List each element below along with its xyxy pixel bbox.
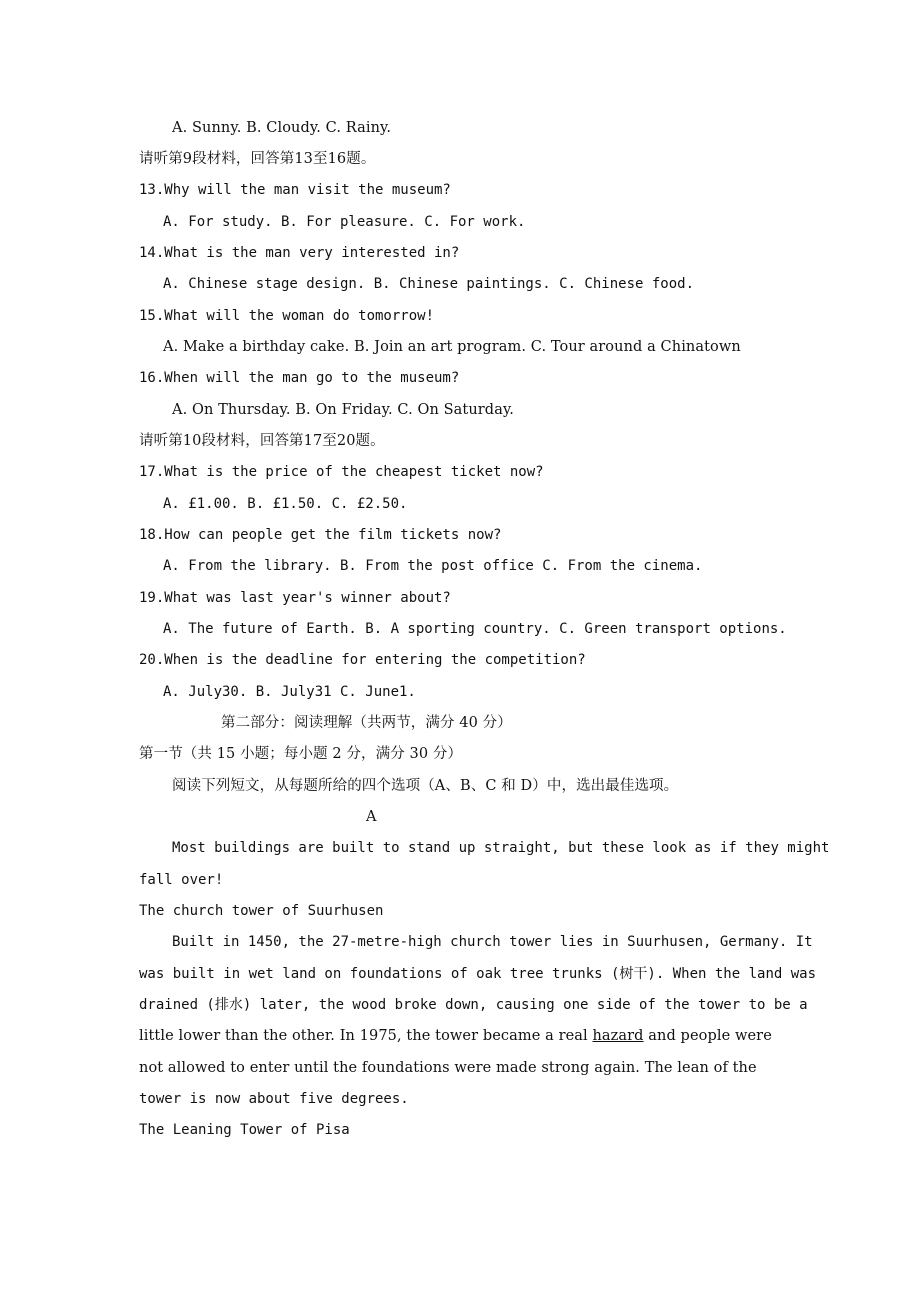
section-1-heading: 第一节（共 15 小题；每小题 2 分，满分 30 分） [139, 746, 463, 762]
paragraph-line-3: drained (排水) later, the wood broke down, causing one side of the tower to be a [139, 997, 808, 1013]
part-2-heading: 第二部分：阅读理解（共两节，满分 40 分） [221, 715, 512, 731]
question-16: 16.When will the man go to the museum? [139, 370, 460, 386]
question-19: 19.What was last year's winner about? [139, 590, 451, 606]
q15-options: A. Make a birthday cake. B. Join an art program. C. Tour around a Chinatown [163, 339, 741, 355]
q16-options: A. On Thursday. B. On Friday. C. On Saturday. [172, 402, 515, 418]
paragraph-line-4-end: and people were [643, 1028, 772, 1044]
q12-options: A. Sunny. B. Cloudy. C. Rainy. [172, 120, 392, 136]
paragraph-line-6: tower is now about five degrees. [139, 1091, 409, 1107]
question-15: 15.What will the woman do tomorrow! [139, 308, 435, 324]
section-9-instruction: 请听第9段材料，回答第13至16题。 [139, 151, 376, 167]
passage-letter: A [366, 809, 377, 825]
paragraph-line-4 [139, 1026, 799, 1046]
passage-intro-line-2: fall over! [139, 872, 224, 888]
q18-options: A. From the library. B. From the post office C. From the cinema. [163, 558, 703, 574]
question-20: 20.When is the deadline for entering the competition? [139, 652, 586, 668]
paragraph-line-2: was built in wet land on foundations of oak tree trunks (树干). When the land was [139, 966, 817, 982]
question-17: 17.What is the price of the cheapest ticket now? [139, 464, 544, 480]
passage-intro-line-1: Most buildings are built to stand up straight, but these look as if they might [172, 840, 830, 856]
underlined-word-hazard: hazard [592, 1028, 644, 1044]
question-13: 13.Why will the man visit the museum? [139, 182, 451, 198]
q17-options: A. £1.00. B. £1.50. C. £2.50. [163, 496, 408, 512]
question-18: 18.How can people get the film tickets now? [139, 527, 502, 543]
q20-options: A. July30. B. July31 C. June1. [163, 684, 416, 700]
subtitle-pisa: The Leaning Tower of Pisa [139, 1122, 350, 1138]
subtitle-suurhusen: The church tower of Suurhusen [139, 903, 384, 919]
reading-instructions: 阅读下列短文，从每题所给的四个选项（A、B、C 和 D）中，选出最佳选项。 [172, 778, 679, 794]
section-10-instruction: 请听第10段材料，回答第17至20题。 [139, 433, 385, 449]
q14-options: A. Chinese stage design. B. Chinese paintings. C. Chinese food. [163, 276, 695, 292]
q19-options: A. The future of Earth. B. A sporting country. C. Green transport options. [163, 621, 787, 637]
q13-options: A. For study. B. For pleasure. C. For work. [163, 214, 526, 230]
paragraph-line-1: Built in 1450, the 27-metre-high church tower lies in Suurhusen, Germany. It [172, 934, 813, 950]
question-14: 14.What is the man very interested in? [139, 245, 460, 261]
paragraph-line-4-start: little lower than the other. In 1975, the tower became a real [139, 1028, 593, 1044]
paragraph-line-5: not allowed to enter until the foundations were made strong again. The lean of the [139, 1060, 757, 1076]
